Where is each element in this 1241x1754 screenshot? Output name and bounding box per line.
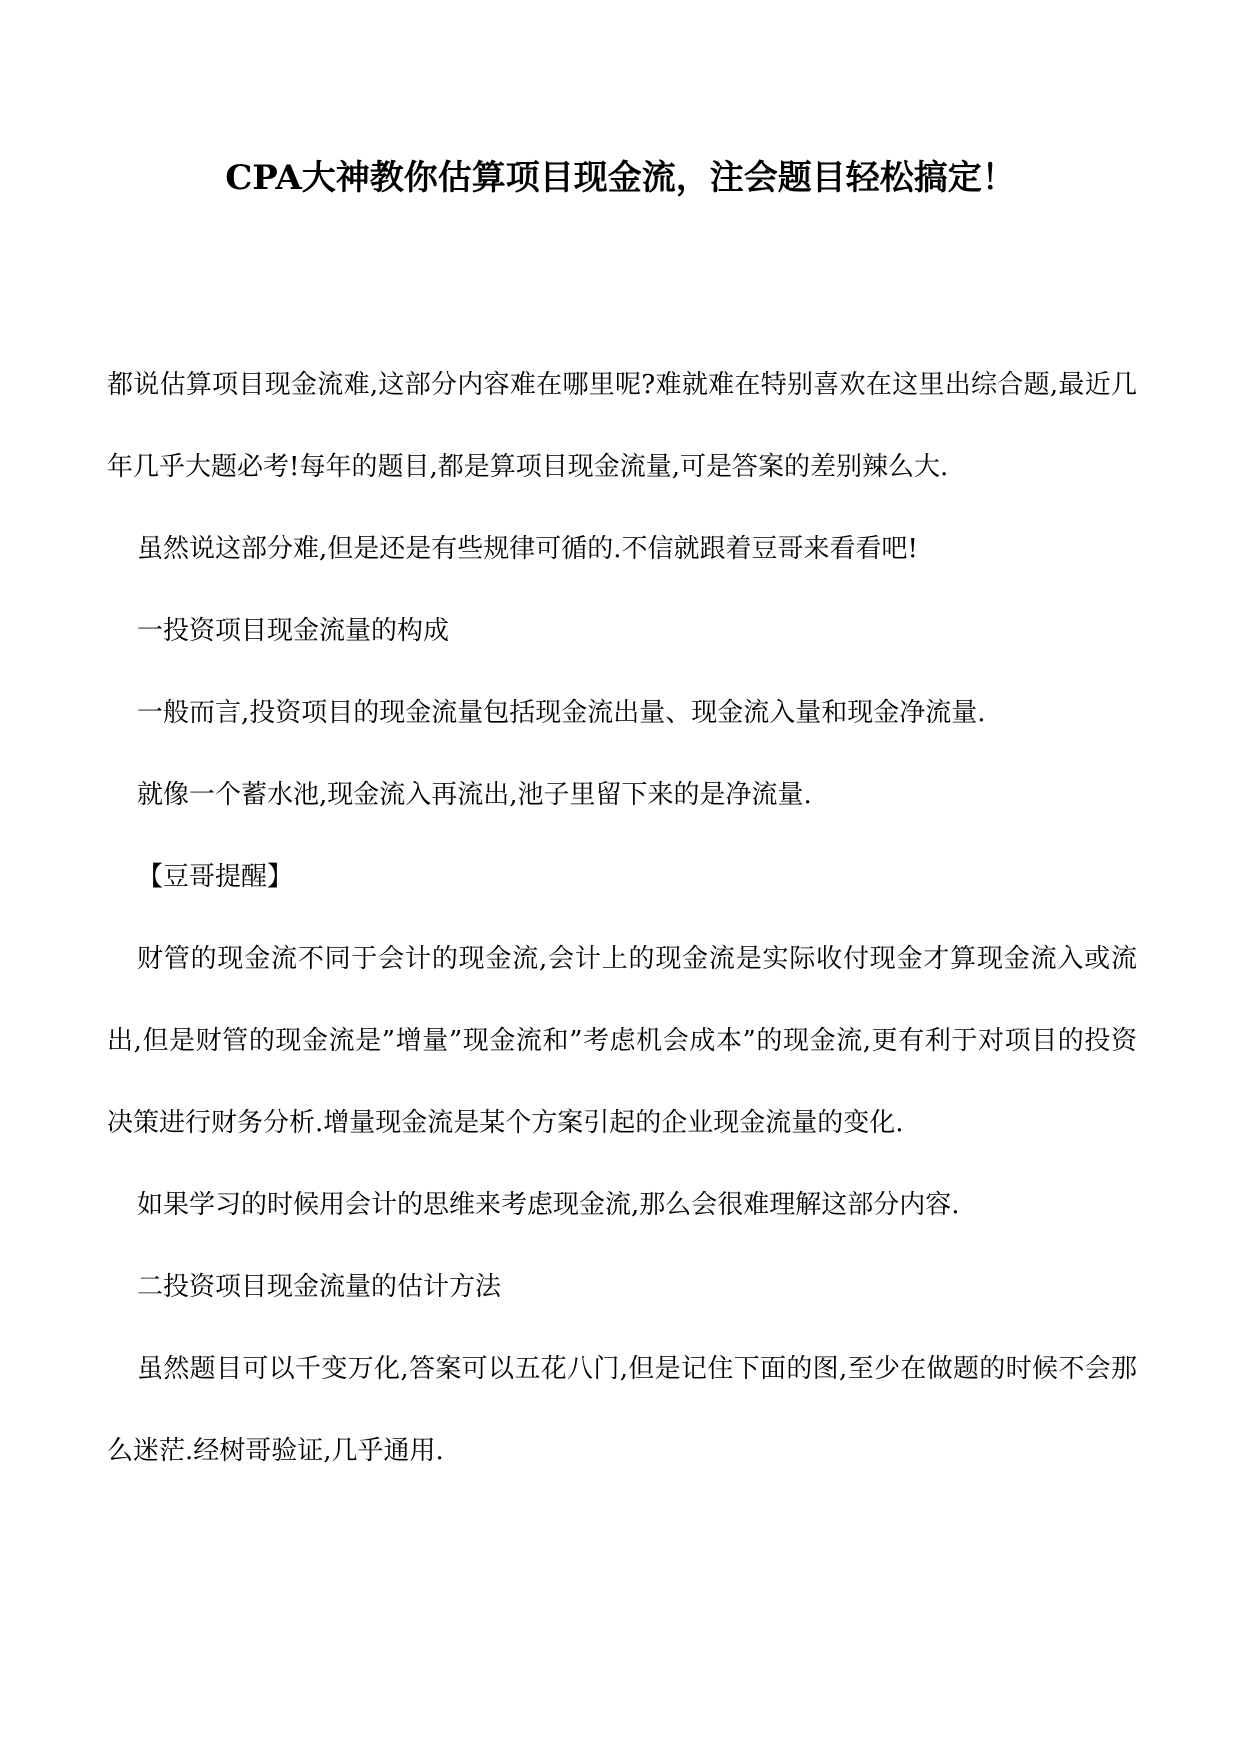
paragraph: 财管的现金流不同于会计的现金流,会计上的现金流是实际收付现金才算现金流入或流出,但是财管的现金流是”增量”现金流和”考虑机会成本”的现金流,更有利于对项目的投资决策进行财务分析.增量现金流是某个方案引起的企业现金流量的变化. (107, 944, 1137, 1138)
document-body (107, 344, 1137, 1492)
paragraph: 一般而言,投资项目的现金流量包括现金流出量、现金流入量和现金净流量. (137, 698, 986, 728)
document-title: CPA大神教你估算项目现金流，注会题目轻松搞定！ (225, 158, 1016, 198)
paragraph: 虽然说这部分难,但是还是有些规律可循的.不信就跟着豆哥来看看吧! (137, 534, 918, 564)
section-heading-1: 一投资项目现金流量的构成 (137, 616, 450, 646)
paragraph: 就像一个蓄水池,现金流入再流出,池子里留下来的是净流量. (137, 780, 812, 810)
tip-heading: 【豆哥提醒】 (137, 862, 294, 892)
paragraph: 如果学习的时候用会计的思维来考虑现金流,那么会很难理解这部分内容. (137, 1190, 960, 1220)
paragraph: 虽然题目可以千变万化,答案可以五花八门,但是记住下面的图,至少在做题的时候不会那么迷茫.经树哥验证,几乎通用. (107, 1354, 1137, 1466)
section-heading-2: 二投资项目现金流量的估计方法 (137, 1272, 502, 1302)
paragraph-intro: 都说估算项目现金流难,这部分内容难在哪里呢?难就难在特别喜欢在这里出综合题,最近几年几乎大题必考!每年的题目,都是算项目现金流量,可是答案的差别辣么大. (107, 370, 1137, 482)
